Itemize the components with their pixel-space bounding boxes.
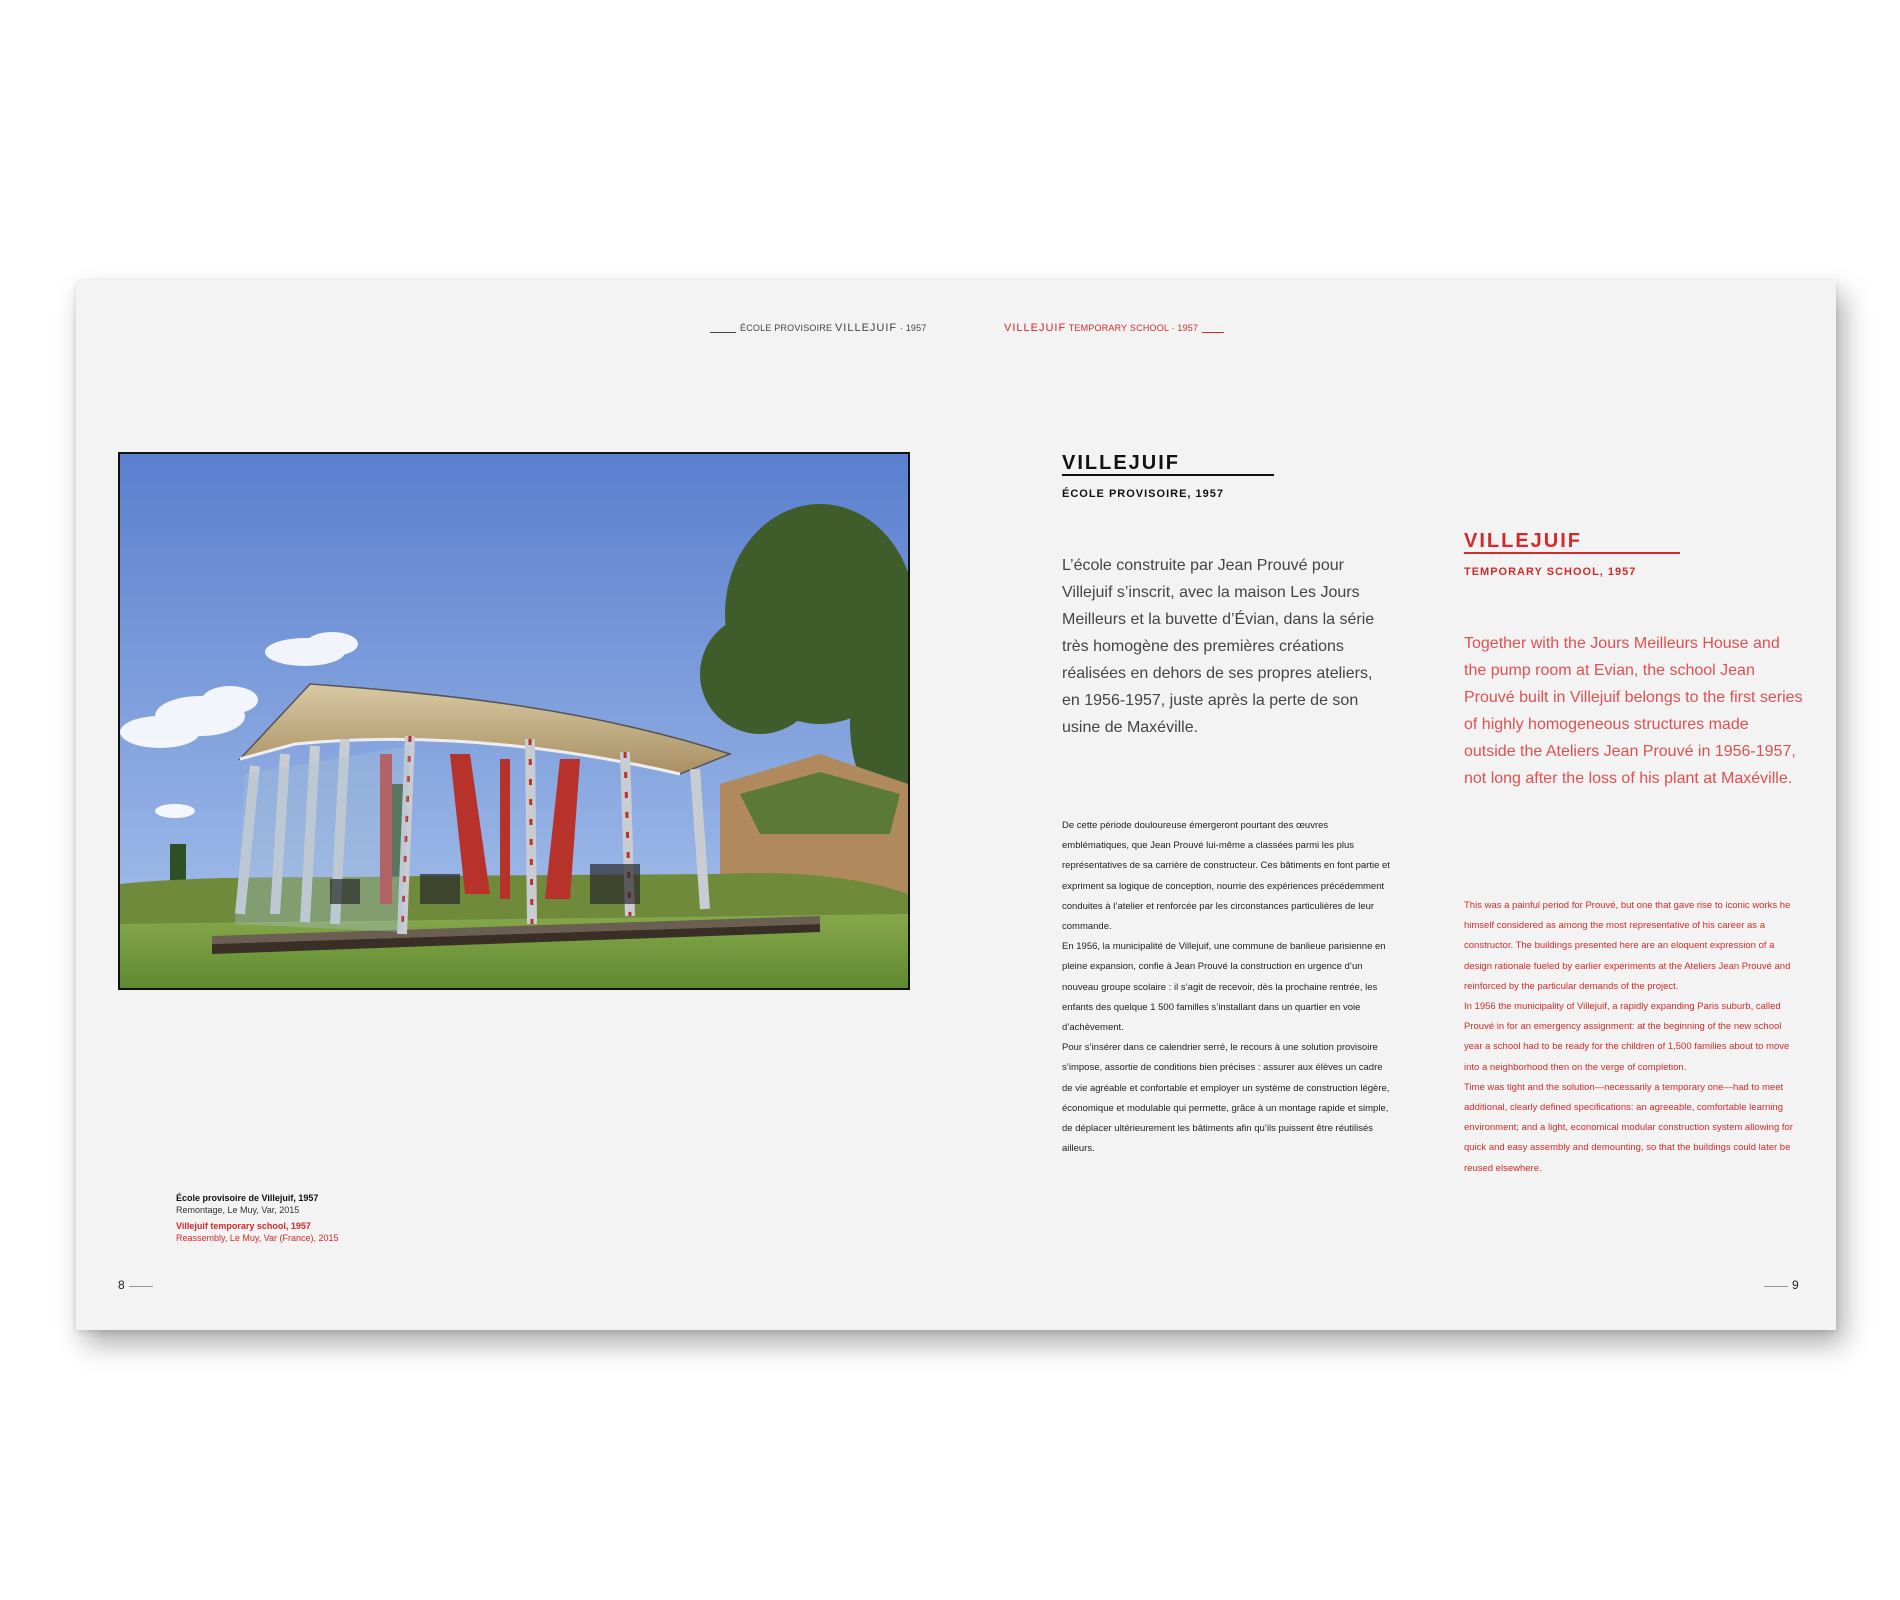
french-body-paragraph: Pour s’insérer dans ce calendrier serré, le recours à une solution provisoire s’impose, assortie de conditions bien précises : assurer aux élèves un cadre de vie agréable et confortable et employer un système de construction légère, économique et modulable qui permette, grâce à un montage rapide et simple, de déplacer ultérieurement les bâtiments afin qu’ils puissent être réutilisés ailleurs. bbox=[1062, 1042, 1390, 1155]
caption-en-sub: Reassembly, Le Muy, Var (France), 2015 bbox=[176, 1233, 339, 1243]
running-head-left-small: ÉCOLE PROVISOIRE bbox=[740, 323, 833, 333]
french-subtitle: ÉCOLE PROVISOIRE, 1957 bbox=[1062, 488, 1224, 500]
english-body-paragraph: In 1956 the municipality of Villejuif, a rapidly expanding Paris suburb, called Prouvé in for an emergency assignment: at the beginning of the new school year a school had to be ready for the children of 1,500 families about to move into a neighborhood then on the verge of completion. bbox=[1464, 1001, 1790, 1073]
french-lead: L’école construite par Jean Prouvé pour Villejuif s’inscrit, avec la maison Les Jours Meilleurs et la buvette d’Évian, dans la série très homogène des premières créations réalisées en dehors de ses propres ateliers, en 1956-1957, juste après la perte de son usine de Maxéville. bbox=[1062, 557, 1375, 736]
running-head-right-big: VILLEJUIF bbox=[1004, 322, 1067, 334]
french-body bbox=[1062, 816, 1390, 1159]
folio-right-number: 9 bbox=[1792, 1278, 1799, 1292]
running-head-left bbox=[710, 322, 927, 334]
running-head-rule bbox=[1202, 332, 1224, 333]
english-title: VILLEJUIF bbox=[1464, 530, 1680, 554]
folio-right bbox=[1764, 1278, 1799, 1292]
book-spread bbox=[76, 280, 1836, 1330]
english-body-paragraph: This was a painful period for Prouvé, but one that gave rise to iconic works he himself considered as among the most representative of his career as a constructor. The buildings presented here are an eloquent expression of a design rationale fueled by earlier experiments at the Ateliers Jean Prouvé and reinforced by the particular demands of the project. bbox=[1464, 900, 1791, 992]
french-heading bbox=[1062, 452, 1342, 500]
running-head-right-year: · 1957 bbox=[1171, 323, 1199, 333]
running-head-left-year: · 1957 bbox=[899, 323, 927, 333]
folio-rule bbox=[129, 1286, 153, 1287]
english-heading bbox=[1464, 530, 1744, 578]
running-head-rule bbox=[710, 332, 736, 333]
caption-fr-sub: Remontage, Le Muy, Var, 2015 bbox=[176, 1205, 300, 1215]
french-title: VILLEJUIF bbox=[1062, 452, 1274, 476]
english-subtitle: TEMPORARY SCHOOL, 1957 bbox=[1464, 566, 1637, 578]
folio-rule bbox=[1764, 1286, 1788, 1287]
pavilion-photo-illustration bbox=[120, 454, 908, 988]
french-body-paragraph: En 1956, la municipalité de Villejuif, une commune de banlieue parisienne en pleine expansion, confie à Jean Prouvé la construction en urgence d’un nouveau groupe scolaire : il s’agit de recevoir, dès la prochaine rentrée, les enfants des quelque 1 500 familles s’installant dans un quartier en voie d’achèvement. bbox=[1062, 941, 1386, 1034]
english-lead: Together with the Jours Meilleurs House and the pump room at Evian, the school Jean Prouvé built in Villejuif belongs to the first series of highly homogeneous structures made outside the Ateliers Jean Prouvé in 1956-1957, not long after the loss of his plant at Maxéville. bbox=[1464, 635, 1803, 787]
folio-left bbox=[118, 1278, 153, 1292]
running-head-right bbox=[1004, 322, 1224, 334]
caption-en-title: Villejuif temporary school, 1957 bbox=[176, 1221, 311, 1231]
folio-left-number: 8 bbox=[118, 1278, 125, 1292]
english-body bbox=[1464, 896, 1796, 1179]
caption-fr-title: École provisoire de Villejuif, 1957 bbox=[176, 1193, 319, 1203]
french-body-paragraph: De cette période douloureuse émergeront pourtant des œuvres emblématiques, que Jean Prouvé lui-même a classées parmi les plus représentatives de sa carrière de constructeur. Ces bâtiments en font partie et expriment sa logique de conception, nourrie des expériences précédemment conduites à l’atelier et renforcée par les circonstances particulières de leur commande. bbox=[1062, 820, 1390, 933]
pavilion-photo bbox=[118, 452, 910, 990]
photo-caption bbox=[176, 1192, 339, 1244]
running-head-left-big: VILLEJUIF bbox=[834, 322, 898, 334]
running-head-right-small: TEMPORARY SCHOOL bbox=[1068, 323, 1169, 333]
english-body-paragraph: Time was tight and the solution—necessarily a temporary one—had to meet additional, clearly defined specifications: an agreeable, comfortable learning environment; and a light, economical modular construction system allowing for quick and easy assembly and demounting, so that the buildings could later be reused elsewhere. bbox=[1464, 1081, 1793, 1174]
gutter bbox=[956, 280, 957, 1330]
